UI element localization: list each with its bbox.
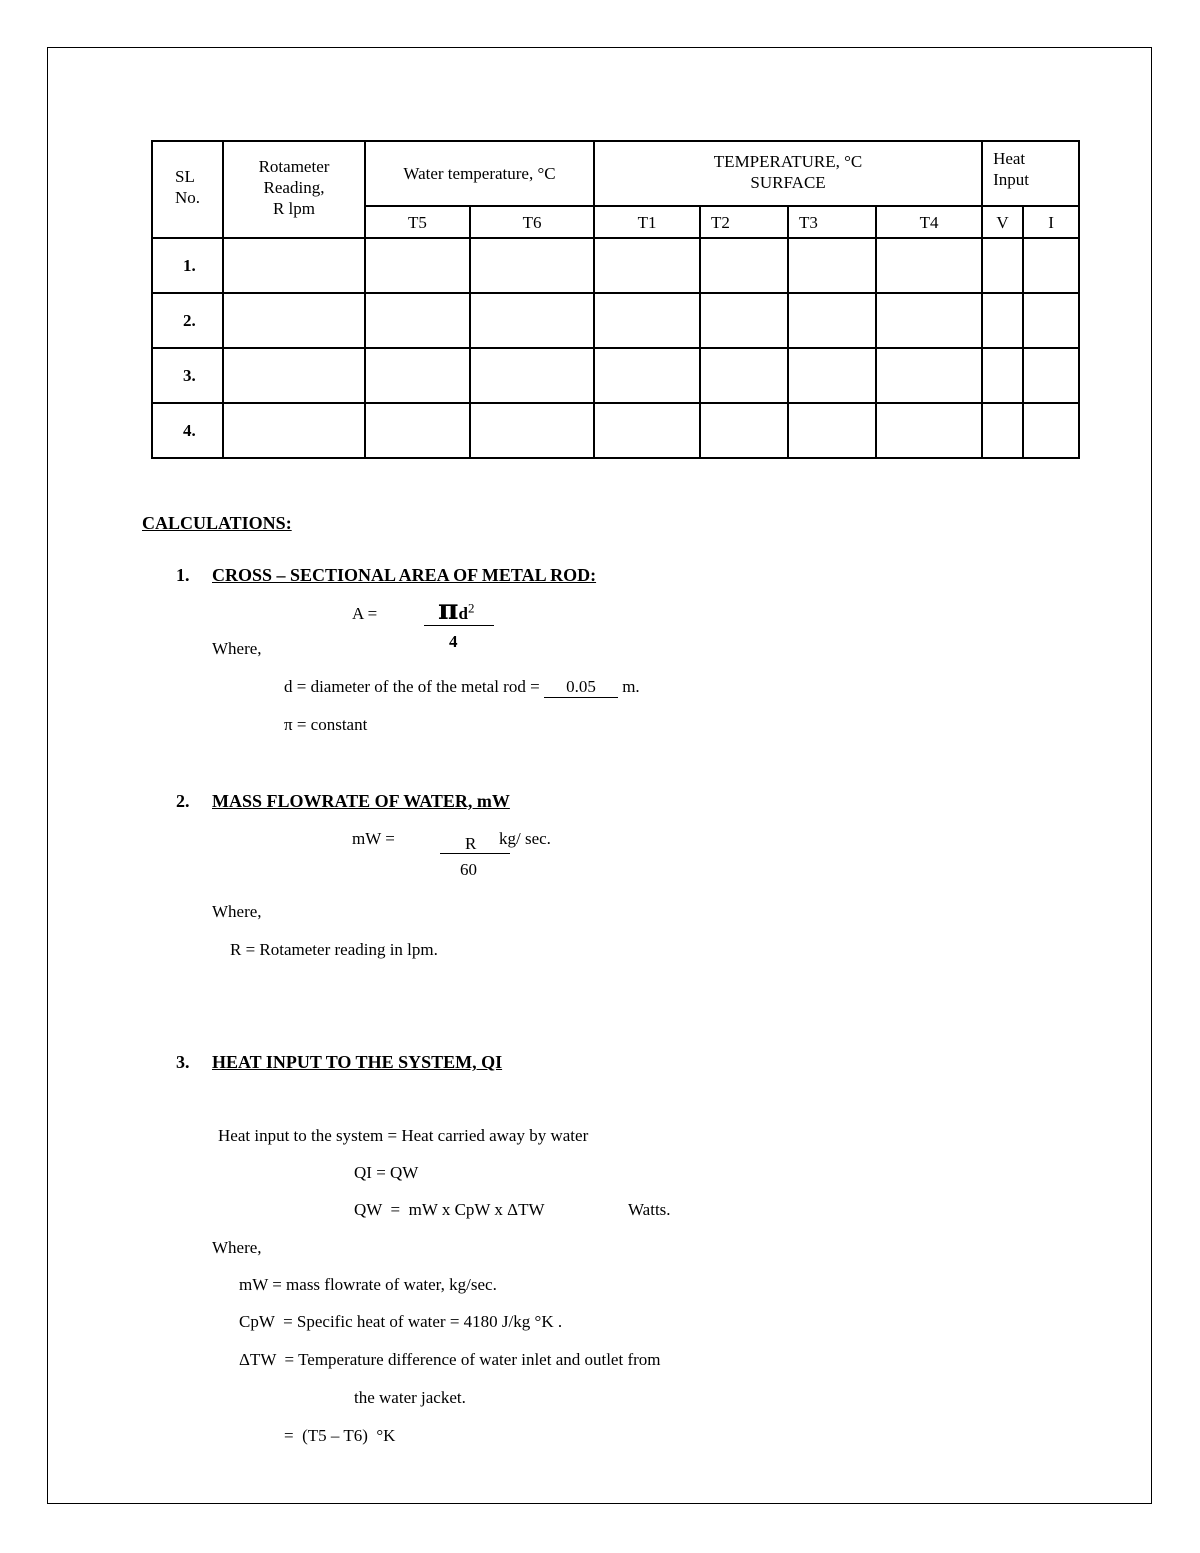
cell[interactable]: [982, 238, 1023, 293]
qi-equals-qw: QI = QW: [354, 1163, 419, 1182]
qw-unit: Watts.: [628, 1200, 671, 1219]
area-fraction-line: [424, 625, 494, 626]
header-sl-no: SL No.: [152, 141, 223, 238]
header-surface-temperature: TEMPERATURE, °C SURFACE: [594, 141, 982, 206]
mass-flow-numerator: R: [465, 834, 477, 853]
diameter-value: 0.05: [544, 677, 618, 698]
header-i: I: [1023, 206, 1079, 238]
cell[interactable]: [1023, 293, 1079, 348]
cell[interactable]: [700, 293, 788, 348]
section-1-title: CROSS – SECTIONAL AREA OF METAL ROD:: [212, 565, 597, 585]
mass-flow-lhs: mW =: [352, 829, 395, 848]
cell[interactable]: [470, 403, 594, 458]
cell[interactable]: [470, 348, 594, 403]
heat-balance-statement: Heat input to the system = Heat carried away by water: [218, 1126, 589, 1145]
cell[interactable]: [223, 293, 365, 348]
row-number: 2.: [152, 293, 223, 348]
cell[interactable]: [700, 238, 788, 293]
cell[interactable]: [594, 348, 700, 403]
cell[interactable]: [594, 403, 700, 458]
header-t1: T1: [594, 206, 700, 238]
cell[interactable]: [876, 238, 982, 293]
header-t2: T2: [700, 206, 788, 238]
mass-flow-fraction-line: [440, 853, 510, 854]
cell[interactable]: [700, 403, 788, 458]
area-denominator: 4: [449, 632, 458, 651]
diameter-definition: d = diameter of the of the metal rod = 0.05 m.: [284, 677, 640, 696]
row-number: 3.: [152, 348, 223, 403]
cell[interactable]: [365, 238, 470, 293]
cell[interactable]: [365, 348, 470, 403]
header-t5: T5: [365, 206, 470, 238]
mass-flow-denominator: 60: [460, 860, 477, 879]
section-1-number: 1.: [176, 565, 190, 585]
section-2-number: 2.: [176, 791, 190, 811]
cell[interactable]: [1023, 238, 1079, 293]
header-rotameter: Rotameter Reading, R lpm: [223, 141, 365, 238]
row-number: 1.: [152, 238, 223, 293]
dtw-formula: = (T5 – T6) °K: [284, 1426, 396, 1445]
table-row: [152, 238, 1079, 293]
calculations-heading: CALCULATIONS:: [142, 513, 292, 533]
cell[interactable]: [788, 348, 876, 403]
where-label: Where,: [212, 1238, 262, 1257]
cell[interactable]: [470, 293, 594, 348]
qw-formula: QW = mW x CpW x ΔTW: [354, 1200, 545, 1219]
cell[interactable]: [470, 238, 594, 293]
cell[interactable]: [700, 348, 788, 403]
cell[interactable]: [1023, 403, 1079, 458]
table-row: [152, 348, 1079, 403]
cell[interactable]: [788, 238, 876, 293]
table-row: [152, 293, 1079, 348]
cpw-definition: CpW = Specific heat of water = 4180 J/kg °K .: [239, 1312, 563, 1331]
dtw-definition-cont: the water jacket.: [354, 1388, 466, 1407]
table-row: [152, 403, 1079, 458]
cell[interactable]: [365, 403, 470, 458]
observation-table: [151, 140, 1080, 459]
cell[interactable]: [876, 293, 982, 348]
section-3-number: 3.: [176, 1052, 190, 1072]
cell[interactable]: [223, 403, 365, 458]
area-numerator: $\pi d^2$: [438, 593, 475, 626]
row-number: 4.: [152, 403, 223, 458]
cell[interactable]: [982, 293, 1023, 348]
header-v: V: [982, 206, 1023, 238]
mass-flow-unit: kg/ sec.: [499, 829, 551, 848]
header-heat-input: Heat Input: [982, 141, 1079, 206]
where-label: Where,: [212, 902, 262, 921]
rotameter-definition: R = Rotameter reading in lpm.: [230, 940, 438, 959]
where-label: Where,: [212, 639, 262, 658]
header-t6: T6: [470, 206, 594, 238]
cell[interactable]: [594, 238, 700, 293]
header-t4: T4: [876, 206, 982, 238]
cell[interactable]: [788, 293, 876, 348]
mw-definition: mW = mass flowrate of water, kg/sec.: [239, 1275, 497, 1294]
cell[interactable]: [876, 348, 982, 403]
cell[interactable]: [1023, 348, 1079, 403]
header-water-temperature: Water temperature, °C: [365, 141, 594, 206]
pi-symbol: π: [438, 593, 459, 626]
section-3-title: HEAT INPUT TO THE SYSTEM, QI: [212, 1052, 503, 1072]
cell[interactable]: [982, 348, 1023, 403]
cell[interactable]: [594, 293, 700, 348]
cell[interactable]: [223, 238, 365, 293]
cell[interactable]: [982, 403, 1023, 458]
area-lhs: A =: [352, 604, 378, 623]
header-t3: T3: [788, 206, 876, 238]
cell[interactable]: [365, 293, 470, 348]
cell[interactable]: [788, 403, 876, 458]
cell[interactable]: [876, 403, 982, 458]
section-2-title: MASS FLOWRATE OF WATER, mW: [212, 791, 510, 811]
cell[interactable]: [223, 348, 365, 403]
dtw-definition: ΔTW = Temperature difference of water inlet and outlet from: [239, 1350, 661, 1369]
pi-definition: π = constant: [284, 715, 368, 734]
